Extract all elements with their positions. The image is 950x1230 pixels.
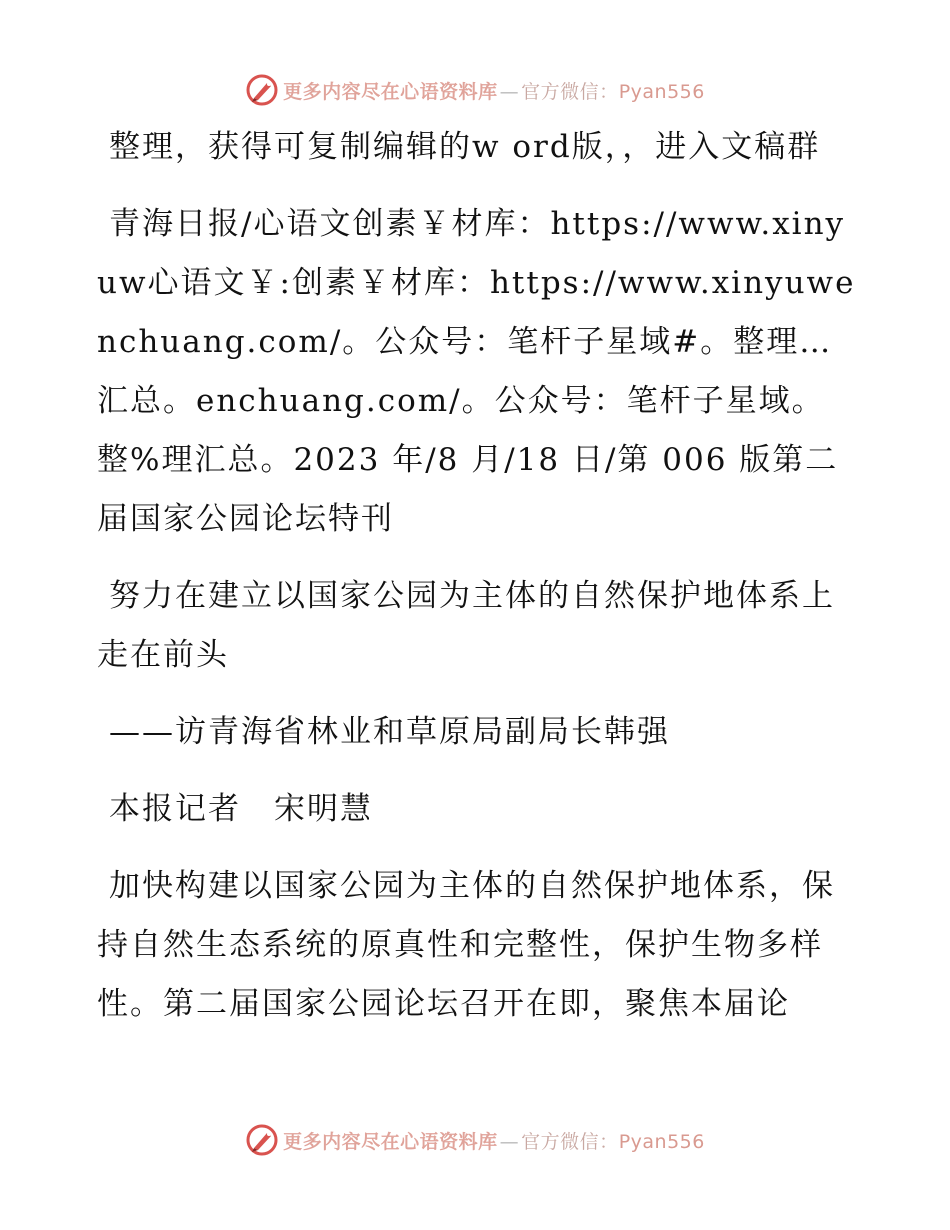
paragraph-intro: 整理，获得可复制编辑的w ord版，，进入文稿群: [109, 129, 821, 165]
footer-banner-title: 更多内容尽在心语资料库: [283, 1130, 498, 1153]
article-subtitle: ——访青海省林业和草原局副局长韩强: [109, 714, 670, 750]
pen-logo-icon: [245, 73, 279, 107]
header-wechat-id: Pyan556: [618, 80, 705, 103]
header-wechat-label: 官方微信：: [521, 80, 619, 103]
header-banner-separator: —: [499, 80, 520, 103]
header-banner-title: 更多内容尽在心语资料库: [283, 80, 498, 103]
footer-wechat-id: Pyan556: [618, 1130, 705, 1153]
article-title: 努力在建立以国家公园为主体的自然保护地体系上走在前头: [97, 578, 835, 673]
article-byline: 本报记者 宋明慧: [109, 791, 373, 827]
header-banner: [0, 70, 950, 110]
paragraph-source: 青海日报/心语文创素￥材库：https://www.xinyuw心语文￥:创素￥材库：https://www.xinyuwenchuang.com/。公众号：笔杆子星域#。整理…汇总。enchuang.com/。公众号：笔杆子星域。整%理汇总。2023 年/8 月/18 日/第 006 版第二届国家公园论坛特刊: [97, 206, 856, 537]
pen-logo-icon: [245, 1123, 279, 1157]
article-body-paragraph: 加快构建以国家公园为主体的自然保护地体系，保持自然生态系统的原真性和完整性，保护生物多样性。第二届国家公园论坛召开在即，聚焦本届论: [97, 868, 835, 1022]
footer-banner-separator: —: [499, 1130, 520, 1153]
footer-banner-text: [283, 1127, 705, 1154]
footer-wechat-label: 官方微信：: [521, 1130, 619, 1153]
header-banner-text: [283, 77, 705, 104]
footer-banner: [0, 1120, 950, 1160]
document-body: [97, 118, 857, 1052]
